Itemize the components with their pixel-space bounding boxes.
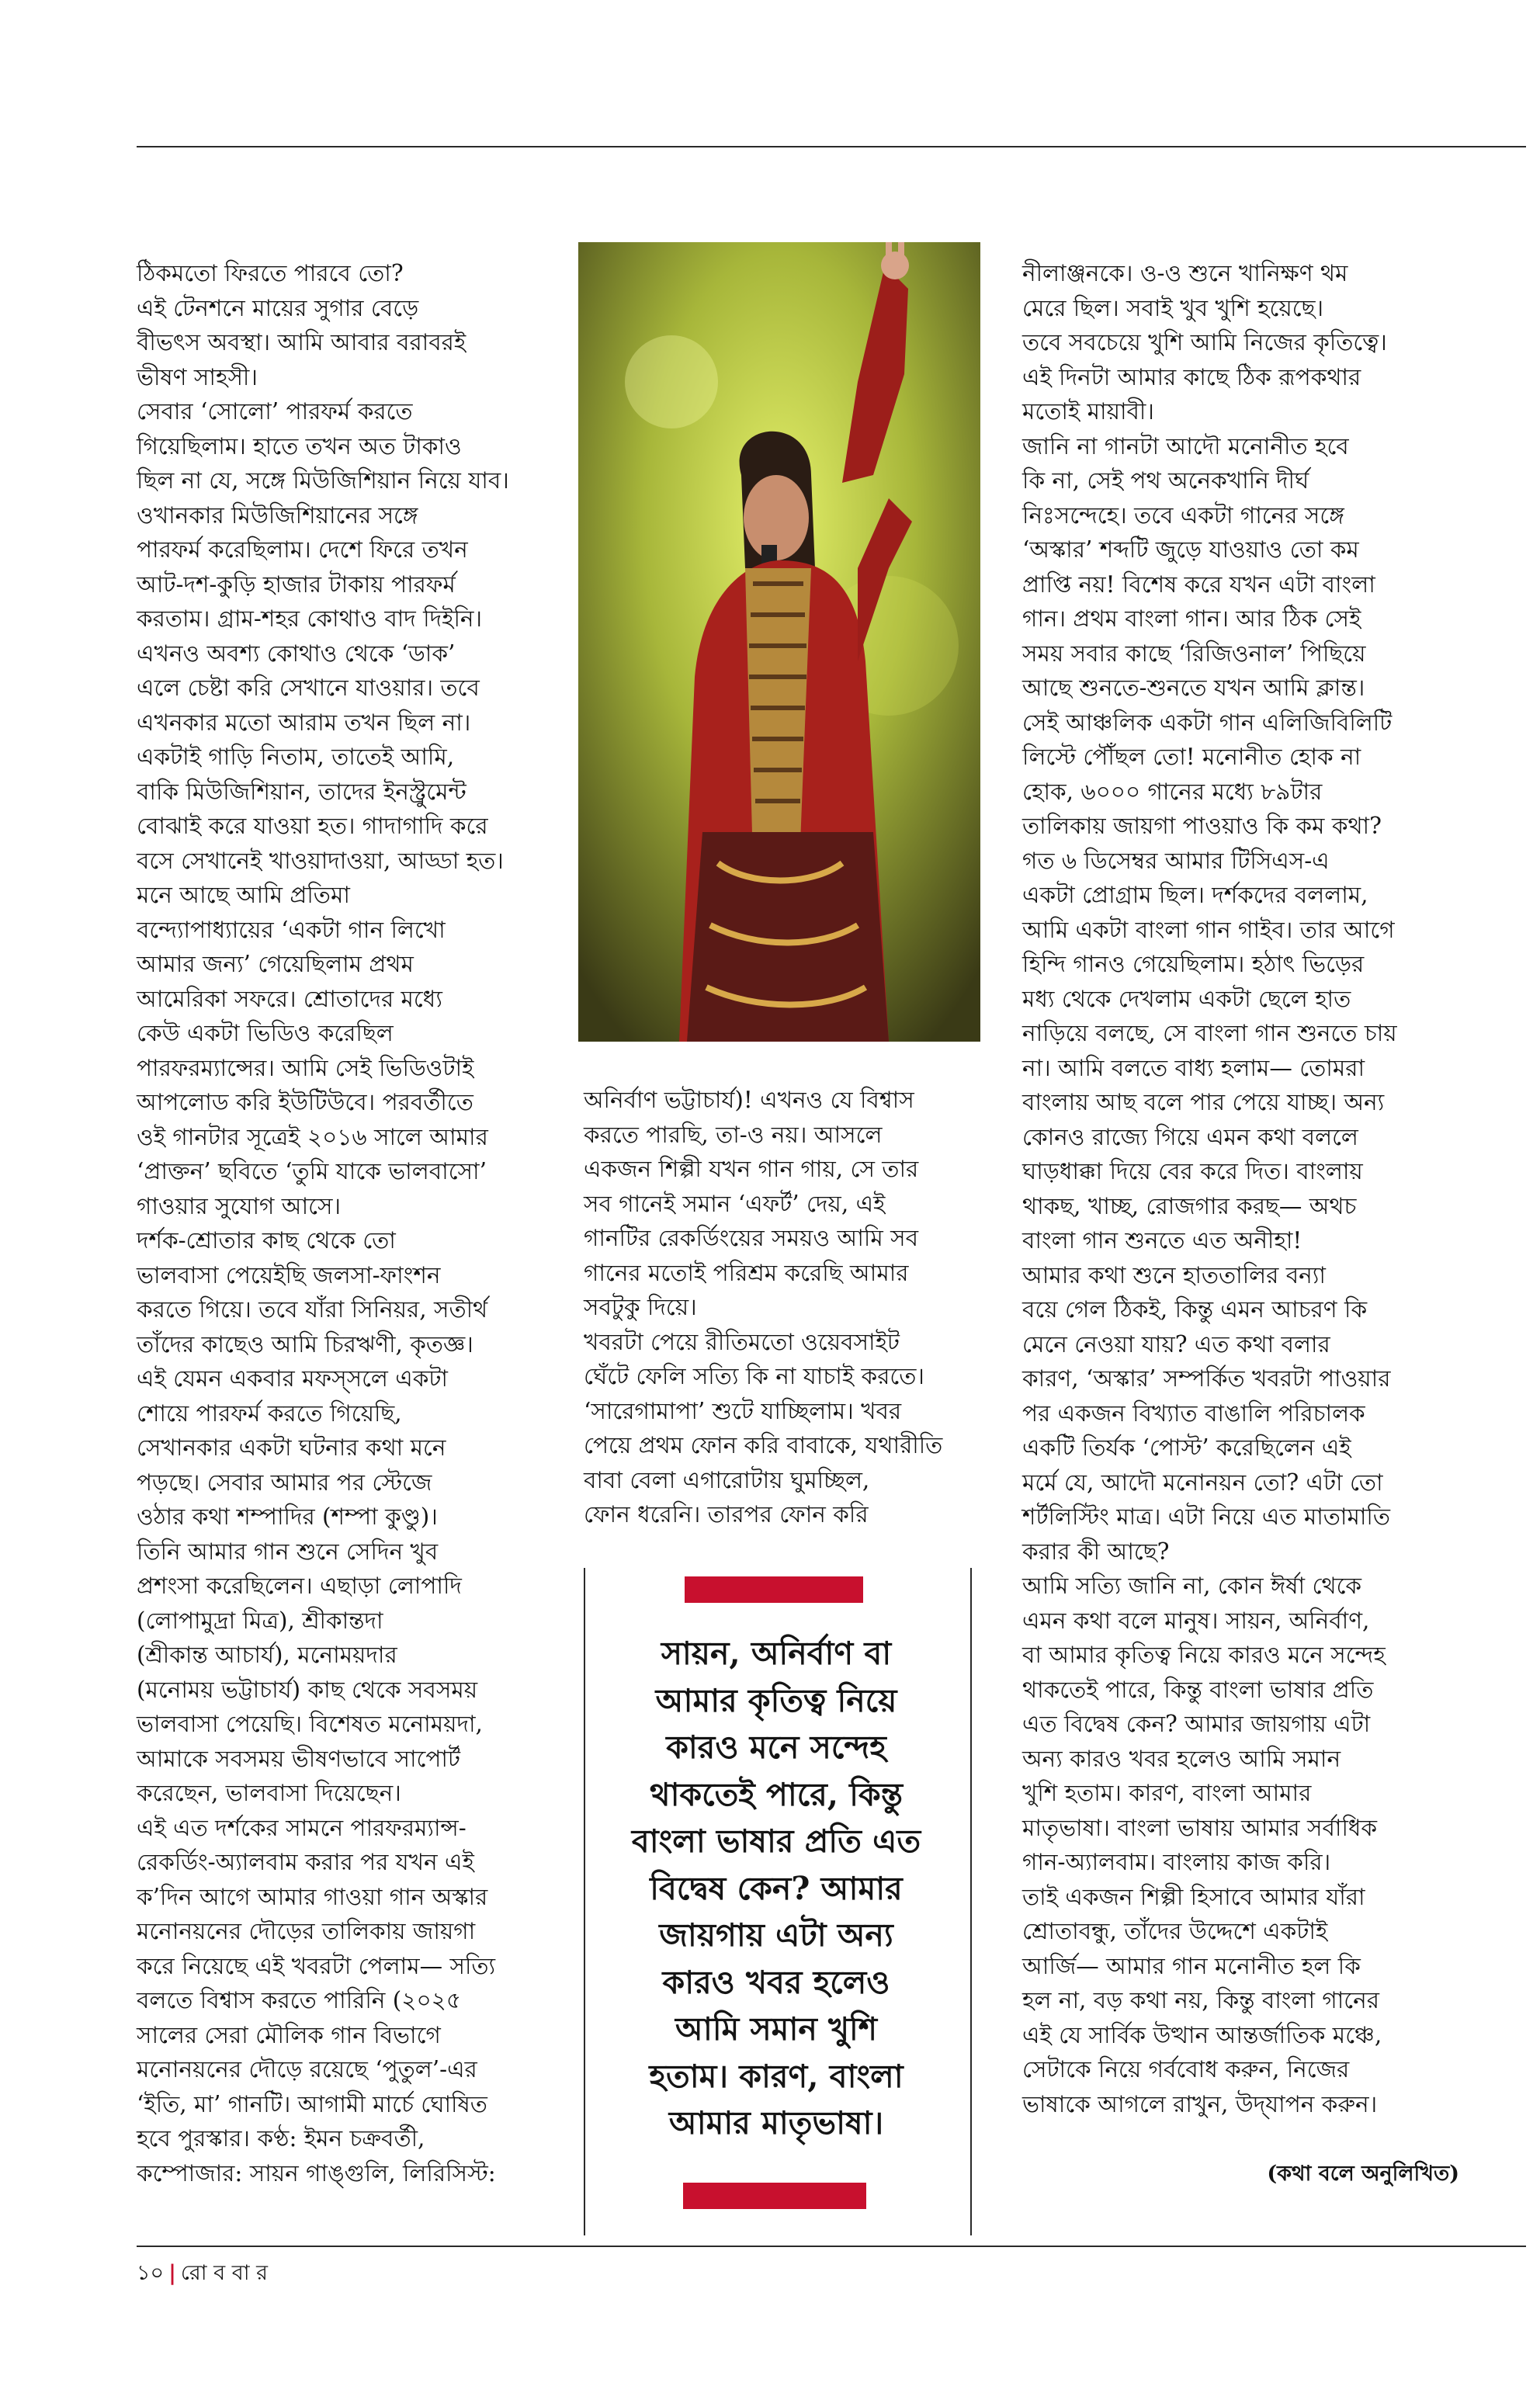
pullquote-left-rule — [584, 1568, 585, 2235]
publication-name: রো ব বা র — [180, 2261, 269, 2285]
page-folio — [137, 2257, 268, 2292]
page-number: ১০ — [137, 2261, 165, 2285]
bottom-rule — [137, 2246, 1526, 2247]
pullquote-bottom-bar — [683, 2183, 866, 2209]
folio-separator: | — [168, 2261, 176, 2285]
pullquote-right-rule — [970, 1568, 972, 2235]
singer-performance-photo — [578, 242, 980, 1042]
top-rule — [137, 146, 1526, 147]
article-column-3: নীলাঞ্জনকে। ও-ও শুনে খানিক্ষণ থম মেরে ছিল। সবাই খুব খুশি হয়েছে। তবে সবচেয়ে খুশি আমি নিজের কৃতিত্বে। এই দিনটা আমার কাছে ঠিক রূপকথার মতোই মায়াবী। জানি না গানটা আদৌ মনোনীত হবে কি না, সেই পথ অনেকখানি দীর্ঘ নিঃসন্দেহে। তবে একটা গানের সঙ্গে ‘অস্কার’ শব্দটি জুড়ে যাওয়াও তো কম প্রাপ্তি নয়! বিশেষ করে যখন এটা বাংলা গান। প্রথম বাংলা গান। আর ঠিক সেই সময় সবার কাছে ‘রিজিওনাল’ পিছিয়ে আছে শুনতে-শুনতে যখন আমি ক্লান্ত। সেই আঞ্চলিক একটা গান এলিজিবিলিটি লিস্টে পৌঁছল তো! মনোনীত হোক না হোক, ৬০০০ গানের মধ্যে ৮৯টার তালিকায় জায়গা পাওয়াও কি কম কথা? গত ৬ ডিসেম্বর আমার টিসিএস-এ একটা প্রোগ্রাম ছিল। দর্শকদের বললাম, আমি একটা বাংলা গান গাইব। তার আগে হিন্দি গানও গেয়েছিলাম। হঠাৎ ভিড়ের মধ্য থেকে দেখলাম একটা ছেলে হাত নাড়িয়ে বলছে, সে বাংলা গান শুনতে চায় না। আমি বলতে বাধ্য হলাম— তোমরা বাংলায় আছ বলে পার পেয়ে যাচ্ছ। অন্য কোনও রাজ্যে গিয়ে এমন কথা বললে ঘাড়ধাক্কা দিয়ে বের করে দিত। বাংলায় থাকছ, খাচ্ছ, রোজগার করছ— অথচ বাংলা গান শুনতে এত অনীহা! আমার কথা শুনে হাততালির বন্যা বয়ে গেল ঠিকই, কিন্তু এমন আচরণ কি মেনে নেওয়া যায়? এত কথা বলার কারণ, ‘অস্কার’ সম্পর্কিত খবরটা পাওয়ার পর একজন বিখ্যাত বাঙালি পরিচালক একটি তির্যক ‘পোস্ট’ করেছিলেন এই মর্মে যে, আদৌ মনোনয়ন তো? এটা তো শর্টলিস্টিং মাত্র। এটা নিয়ে এত মাতামাতি করার কী আছে? আমি সত্যি জানি না, কোন ঈর্ষা থেকে এমন কথা বলে মানুষ। সায়ন, অনির্বাণ, বা আমার কৃতিত্ব নিয়ে কারও মনে সন্দেহ থাকতেই পারে, কিন্তু বাংলা ভাষার প্রতি এত বিদ্বেষ কেন? আমার জায়গায় এটা অন্য কারও খবর হলেও আমি সমান খুশি হতাম। কারণ, বাংলা আমার মাতৃভাষা। বাংলা ভাষায় আমার সর্বাধিক গান-অ্যালবাম। বাংলায় কাজ করি। তাই একজন শিল্পী হিসাবে আমার যাঁরা শ্রোতাবন্ধু, তাঁদের উদ্দেশে একটাই আর্জি— আমার গান মনোনীত হল কি হল না, বড় কথা নয়, কিন্তু বাংলা গানের এই যে সার্বিক উত্থান আন্তর্জাতিক মঞ্চে, সেটাকে নিয়ে গর্ববোধ করুন, নিজের ভাষাকে আগলে রাখুন, উদ্‌যাপন করুন। — [1022, 260, 1397, 2117]
article-credit: (কথা বলে অনুলিখিত) — [1267, 2162, 1459, 2186]
article-column-2: অনির্বাণ ভট্টাচার্য)! এখনও যে বিশ্বাস করতে পারছি, তা-ও নয়। আসলে একজন শিল্পী যখন গান গায়, সে তার সব গানেই সমান ‘এফর্ট’ দেয়, এই গানটির রেকর্ডিংয়ের সময়ও আমি সব গানের মতোই পরিশ্রম করেছি আমার সবটুকু দিয়ে। খবরটা পেয়ে রীতিমতো ওয়েবসাইট ঘেঁটে ফেলি সত্যি কি না যাচাই করতে। ‘সারেগামাপা’ শুটে যাচ্ছিলাম। খবর পেয়ে প্রথম ফোন করি বাবাকে, যথারীতি বাবা বেলা এগারোটায় ঘুমচ্ছিল, ফোন ধরেনি। তারপর ফোন করি — [584, 1087, 943, 1528]
pullquote-top-bar — [685, 1576, 863, 1603]
pull-quote: সায়ন, অনির্বাণ বা আমার কৃতিত্ব নিয়ে কারও মনে সন্দেহ থাকতেই পারে, কিন্তু বাংলা ভাষার প্রতি এত বিদ্বেষ কেন? আমার জায়গায় এটা অন্য কারও খবর হলেও আমি সমান খুশি হতাম। কারণ, বাংলা আমার মাতৃভাষা। — [631, 1635, 921, 2142]
article-column-1: ঠিকমতো ফিরতে পারবে তো? এই টেনশনে মায়ের সুগার বেড়ে বীভৎস অবস্থা। আমি আবার বরাবরই ভীষণ সাহসী। সেবার ‘সোলো’ পারফর্ম করতে গিয়েছিলাম। হাতে তখন অত টাকাও ছিল না যে, সঙ্গে মিউজিশিয়ান নিয়ে যাব। ওখানকার মিউজিশিয়ানের সঙ্গে পারফর্ম করেছিলাম। দেশে ফিরে তখন আট-দশ-কুড়ি হাজার টাকায় পারফর্ম করতাম। গ্রাম-শহর কোথাও বাদ দিইনি। এখনও অবশ্য কোথাও থেকে ‘ডাক’ এলে চেষ্টা করি সেখানে যাওয়ার। তবে এখনকার মতো আরাম তখন ছিল না। একটাই গাড়ি নিতাম, তাতেই আমি, বাকি মিউজিশিয়ান, তাদের ইনস্ট্রুমেন্ট বোঝাই করে যাওয়া হত। গাদাগাদি করে বসে সেখানেই খাওয়াদাওয়া, আড্ডা হত। মনে আছে আমি প্রতিমা বন্দ্যোপাধ্যায়ের ‘একটা গান লিখো আমার জন্য’ গেয়েছিলাম প্রথম আমেরিকা সফরে। শ্রোতাদের মধ্যে কেউ একটা ভিডিও করেছিল পারফরম্যান্সের। আমি সেই ভিডিওটাই আপলোড করি ইউটিউবে। পরবর্তীতে ওই গানটার সূত্রেই ২০১৬ সালে আমার ‘প্রাক্তন’ ছবিতে ‘তুমি যাকে ভালবাসো’ গাওয়ার সুযোগ আসে। দর্শক-শ্রোতার কাছ থেকে তো ভালবাসা পেয়েইছি জলসা-ফাংশন করতে গিয়ে। তবে যাঁরা সিনিয়র, সতীর্থ তাঁদের কাছেও আমি চিরঋণী, কৃতজ্ঞ। এই যেমন একবার মফস্‌সলে একটা শোয়ে পারফর্ম করতে গিয়েছি, সেখানকার একটা ঘটনার কথা মনে পড়ছে। সেবার আমার পর স্টেজে ওঠার কথা শম্পাদির (শম্পা কুণ্ডু)। তিনি আমার গান শুনে সেদিন খুব প্রশংসা করেছিলেন। এছাড়া লোপাদি (লোপামুদ্রা মিত্র), শ্রীকান্তদা (শ্রীকান্ত আচার্য), মনোময়দার (মনোময় ভট্টাচার্য) কাছ থেকে সবসময় ভালবাসা পেয়েছি। বিশেষত মনোময়দা, আমাকে সবসময় ভীষণভাবে সাপোর্ট করেছেন, ভালবাসা দিয়েছেন। এই এত দর্শকের সামনে পারফরম্যান্স- রেকর্ডিং-অ্যালবাম করার পর যখন এই ক’দিন আগে আমার গাওয়া গান অস্কার মনোনয়নের দৌড়ের তালিকায় জায়গা করে নিয়েছে এই খবরটা পেলাম— সত্যি বলতে বিশ্বাস করতে পারিনি (২০২৫ সালের সেরা মৌলিক গান বিভাগে মনোনয়নের দৌড়ে রয়েছে ‘পুতুল’-এর ‘ইতি, মা’ গানটি। আগামী মার্চে ঘোষিত হবে পুরস্কার। কণ্ঠ: ইমন চক্রবর্তী, কম্পোজার: সায়ন গাঙ্গুলি, লিরিসিস্ট: — [137, 260, 509, 2187]
